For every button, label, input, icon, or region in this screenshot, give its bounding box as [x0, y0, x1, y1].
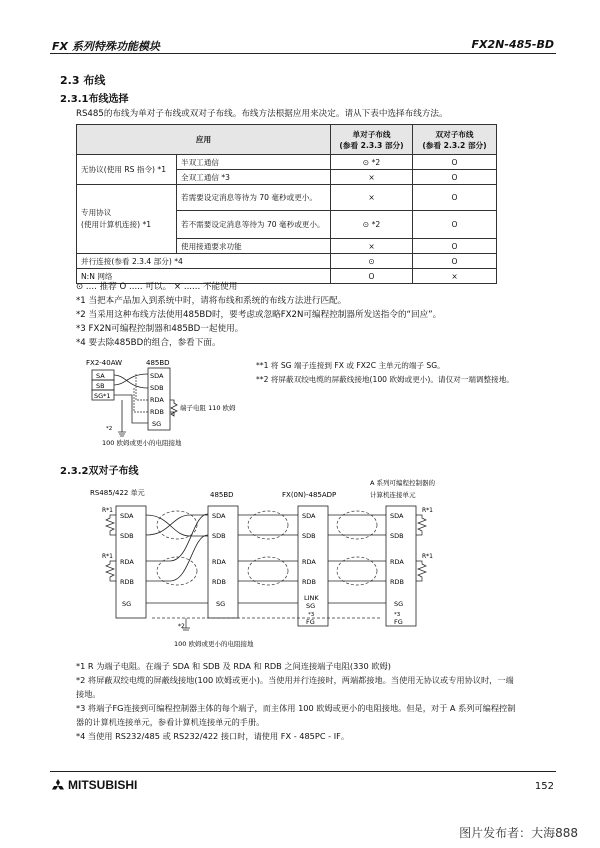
- r1-label: R*1: [422, 553, 433, 560]
- t-star3: *3: [394, 612, 401, 618]
- t-fg: FG: [394, 618, 403, 626]
- note-4: *4 要去除485BD的组合，参看下面。: [76, 338, 221, 348]
- cell-single: ×: [331, 185, 413, 211]
- a-series-unit-label-2: 计算机连接单元: [370, 491, 416, 499]
- note-1: *1 当把本产品加入到系统中时，请将布线和系统的布线方法进行匹配。: [76, 296, 347, 306]
- terminal-sa: SA: [96, 372, 105, 380]
- group-dedicated-protocol: 专用协议 (使用计算机连接) *1: [77, 185, 177, 254]
- 485adp-unit-label: FX(0N)-485ADP: [282, 491, 337, 499]
- cell-double: O: [413, 239, 497, 254]
- t-sda: SDA: [212, 512, 226, 520]
- a-series-unit-label-1: A 系列可编程控制器的: [370, 479, 436, 487]
- intro-text: RS485的布线为单对子布线或双对子布线。布线方法根据应用来决定。请从下表中选择布线方法。: [76, 109, 448, 119]
- note-3: *3 FX2N可编程控制器和485BD一起使用。: [76, 324, 244, 334]
- unit-a-series: [386, 506, 416, 626]
- watermark: 图片发布者：大海888: [459, 826, 578, 840]
- note2-2-cont: 接地。: [76, 689, 101, 699]
- th-double-pair: 双对子布线 (参看 2.3.2 部分): [413, 125, 497, 155]
- note2-2: *2 将屏蔽双绞电缆的屏蔽线接地(100 欧姆或更小)。当使用并行连接时，两端都接地。当使用无协议或专用协议时，一端: [76, 675, 514, 685]
- t-sdb: SDB: [302, 532, 316, 540]
- section-title-2-3-1: 2.3.1布线选择: [60, 94, 129, 105]
- diagram1-note-1: **1 将 SG 端子连接到 FX 或 FX2C 主单元的端子 SG。: [256, 361, 445, 370]
- cell-single: ⊙ *2: [331, 155, 413, 170]
- note2-1: *1 R 为端子电阻。在端子 SDA 和 SDB 及 RDA 和 RDB 之间连接端子电阻(330 欧姆): [76, 661, 391, 671]
- 485bd-label: 485BD: [146, 359, 170, 367]
- r1-label: R*1: [422, 507, 433, 514]
- terminal-sb: SB: [96, 382, 105, 390]
- note2-4: *4 当使用 RS232/485 或 RS232/422 接口时，请使用 FX - 485PC - IF。: [76, 731, 350, 741]
- ground-label: 100 欧姆或更小的电阻接地: [102, 439, 182, 446]
- row-sub: 若不需要设定消息等待为 70 毫秒或更小。: [177, 211, 331, 239]
- t-rdb: RDB: [302, 578, 316, 586]
- cell-double: O: [413, 254, 497, 269]
- cell-double: O: [413, 185, 497, 211]
- header-title: FX 系列特殊功能模块: [52, 40, 160, 53]
- t-rda: RDA: [120, 558, 134, 566]
- t-sdb: SDB: [390, 532, 404, 540]
- th-application: 应用: [77, 125, 331, 155]
- fx2-40aw-label: FX2-40AW: [86, 359, 123, 367]
- single-pair-wiring-diagram: [76, 356, 266, 446]
- t-rdb: RDB: [120, 578, 134, 586]
- t-rdb: RDB: [390, 578, 404, 586]
- cell-double: O: [413, 155, 497, 170]
- t-rdb: RDB: [212, 578, 226, 586]
- section-title-2-3-2: 2.3.2双对子布线: [60, 466, 139, 477]
- t-fg: FG: [306, 618, 315, 626]
- cell-double: ×: [413, 269, 497, 284]
- cell-single: ⊙: [331, 254, 413, 269]
- t-sda: SDA: [302, 512, 316, 520]
- terminal-sg: SG*1: [94, 392, 111, 400]
- note2-3: *3 将端子FG连接到可编程控制器主体的每个端子，而主体用 100 欧姆或更小的电阻接地。但是，对于 A 系列可编程控制: [76, 703, 516, 713]
- header-divider: [50, 53, 556, 54]
- double-pair-wiring-diagram: [70, 478, 450, 650]
- star2-label: *2: [106, 426, 113, 432]
- row-sub: 若需要设定消息等待为 70 毫秒或更小。: [177, 185, 331, 211]
- cell-double: O: [413, 170, 497, 185]
- cell-double: O: [413, 211, 497, 239]
- terminal-rdb: RDB: [150, 408, 164, 416]
- row-parallel-link: 并行连接(参看 2.3.4 部分) *4: [77, 254, 331, 269]
- t-sg: SG: [122, 600, 132, 608]
- header-model: FX2N-485-BD: [471, 38, 554, 51]
- 485bd-unit-label: 485BD: [210, 491, 234, 499]
- row-sub: 全双工通信 *3: [177, 170, 331, 185]
- note-2: *2 当采用这种布线方法使用485BD时，要考虑或忽略FX2N可编程控制器所发送指令的“回应”。: [76, 310, 442, 320]
- rs485-unit-label: RS485/422 单元: [90, 489, 145, 497]
- legend: ⊙ .... 推荐 O ..... 可以。 × ...... 不能使用: [76, 282, 238, 292]
- page-number: 152: [534, 781, 554, 792]
- t-sg: SG: [306, 602, 316, 610]
- row-nn-network: N:N 网络: [77, 269, 331, 284]
- cell-single: ⊙ *2: [331, 211, 413, 239]
- t-sda: SDA: [120, 512, 134, 520]
- r1-label: R*1: [102, 553, 113, 560]
- wiring-selection-table: [76, 124, 497, 284]
- terminal-sdb: SDB: [150, 384, 164, 392]
- row-sub: 半双工通信: [177, 155, 331, 170]
- terminal-resistor-label: 端子电阻 110 欧姆: [180, 404, 236, 412]
- footer-divider: [50, 771, 556, 772]
- r1-label: R*1: [102, 507, 113, 514]
- t-rda: RDA: [302, 558, 316, 566]
- t-rda: RDA: [390, 558, 404, 566]
- star2-label: *2: [178, 623, 185, 630]
- ground-label: 100 欧姆或更小的电阻接地: [174, 640, 254, 648]
- t-star3: *3: [308, 612, 315, 618]
- t-rda: RDA: [212, 558, 226, 566]
- t-link: LINK: [304, 594, 319, 602]
- t-sg: SG: [216, 600, 226, 608]
- terminal-sg-485bd: SG: [152, 420, 162, 428]
- section-title-2-3: 2.3 布线: [60, 74, 106, 87]
- t-sg: SG: [394, 600, 404, 608]
- mitsubishi-logo-icon: [50, 779, 66, 793]
- cell-single: O: [331, 269, 413, 284]
- t-sda: SDA: [390, 512, 404, 520]
- terminal-sda: SDA: [150, 372, 164, 380]
- group-no-protocol: 无协议(使用 RS 指令) *1: [77, 155, 177, 185]
- note2-3-cont: 器的计算机连接单元，参看计算机连接单元的手册。: [76, 717, 265, 727]
- diagram1-note-2: **2 将屏蔽双绞电缆的屏蔽线接地(100 欧姆或更小)。请仅对一端调整接地。: [256, 375, 514, 384]
- terminal-rda: RDA: [150, 396, 164, 404]
- t-sdb: SDB: [212, 532, 226, 540]
- footer-logo-text: MITSUBISHI: [68, 778, 138, 792]
- cell-single: ×: [331, 170, 413, 185]
- cell-single: ×: [331, 239, 413, 254]
- th-single-pair: 单对子布线 (参看 2.3.3 部分): [331, 125, 413, 155]
- t-sdb: SDB: [120, 532, 134, 540]
- row-sub: 使用接通要求功能: [177, 239, 331, 254]
